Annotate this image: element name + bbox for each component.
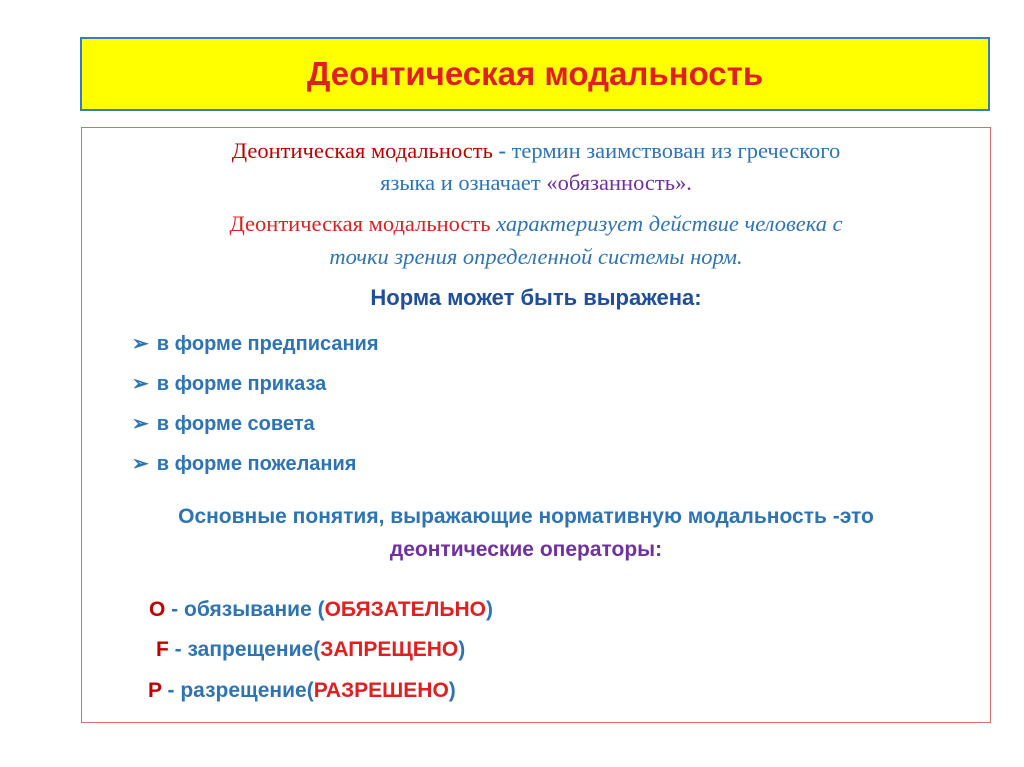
list-item — [132, 451, 356, 476]
title-banner — [80, 37, 990, 111]
definition-2-term: Деонтическая модальность — [229, 211, 491, 236]
operator-name: разрещение( — [180, 679, 314, 702]
definition-2-text-1: характеризует действие человека с — [490, 211, 843, 236]
definition-1-line-1 — [82, 138, 990, 164]
definition-1-text-1: термин заимствован из греческого — [511, 138, 841, 163]
operator-o — [149, 598, 493, 622]
operator-letter: O — [149, 598, 166, 621]
operator-value: ЗАПРЕЩЕНО — [320, 638, 459, 661]
operator-close: ) — [448, 679, 456, 702]
arrow-bullet-icon: ➢ — [132, 373, 149, 395]
operator-p — [148, 679, 456, 703]
definition-1-dash: - — [492, 138, 512, 163]
definition-2-text-2: точки зрения определенной системы норм. — [329, 244, 743, 269]
operator-f — [156, 638, 465, 662]
content-frame — [81, 127, 991, 723]
arrow-bullet-icon: ➢ — [132, 453, 149, 475]
norm-heading: Норма может быть выражена: — [370, 285, 702, 310]
list-item-text: в форме приказа — [156, 373, 327, 395]
concepts-line-1: Основные понятия, выражающие нормативную модальность -это — [178, 505, 874, 528]
definition-2-line-1 — [82, 211, 990, 237]
operator-dash: - — [168, 638, 188, 661]
operator-name: запрещение( — [187, 638, 321, 661]
operator-value: ОБЯЗАТЕЛЬНО — [324, 598, 487, 621]
operator-dash: - — [161, 679, 181, 702]
operator-close: ) — [486, 598, 494, 621]
operator-close: ) — [458, 638, 466, 661]
list-item — [132, 371, 326, 396]
arrow-bullet-icon: ➢ — [132, 333, 149, 355]
operator-value: РАЗРЕШЕНО — [313, 679, 449, 702]
definition-1-line-2 — [82, 170, 990, 196]
arrow-bullet-icon: ➢ — [132, 413, 149, 435]
operator-letter: P — [148, 679, 162, 702]
list-item — [132, 331, 379, 356]
list-item-text: в форме предписания — [156, 333, 379, 355]
page-title: Деонтическая модальность — [306, 55, 764, 92]
operator-letter: F — [156, 638, 169, 661]
operator-name: обязывание ( — [184, 598, 325, 621]
definition-2-line-2 — [82, 244, 990, 270]
definition-1-quote: «обязанность». — [546, 170, 692, 195]
concepts-line-2: деонтические операторы: — [389, 538, 663, 561]
definition-1-term: Деонтическая модальность — [231, 138, 493, 163]
list-item — [132, 411, 315, 436]
operator-dash: - — [165, 598, 185, 621]
definition-1-text-2: языка и означает — [380, 170, 547, 195]
list-item-text: в форме пожелания — [156, 453, 357, 475]
list-item-text: в форме совета — [156, 413, 315, 435]
